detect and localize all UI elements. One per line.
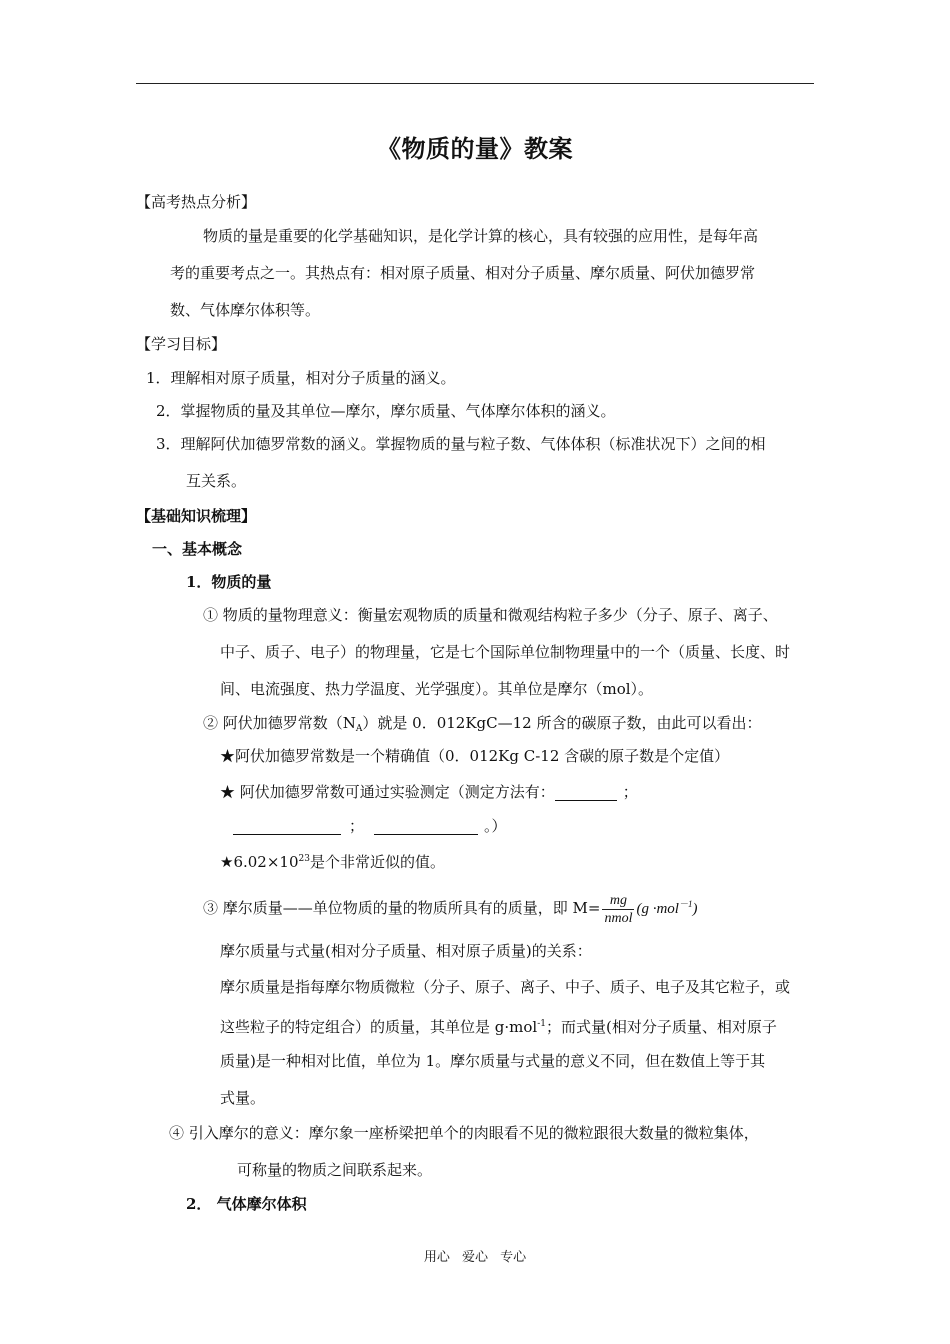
text-run: ；而式量(相对分子质量、相对原子 [545, 1018, 777, 1036]
document-title: 《物质的量》教案 [377, 134, 573, 163]
text-run: ★6.02×10 [220, 853, 299, 871]
molar-mass-fraction [602, 892, 634, 927]
star-line: ★阿伏加德罗常数是一个精确值（0．012Kg C-12 含碳的原子数是个定值） [220, 747, 730, 765]
subscript: A [355, 724, 363, 734]
text-run: 这些粒子的特定组合）的质量，其单位是 g·mol [220, 1018, 538, 1036]
paragraph-line: 间、电流强度、热力学温度、光学强度）。其单位是摩尔（mol）。 [220, 680, 654, 698]
text-run: 是个非常近似的值。 [309, 853, 445, 871]
goal-item: 2．掌握物质的量及其单位—摩尔，摩尔质量、气体摩尔体积的涵义。 [156, 402, 616, 420]
section-heading-goals: 【学习目标】 [136, 335, 227, 353]
unit-text: (g ·mol [636, 901, 679, 917]
goal-item: 互关系。 [186, 472, 247, 490]
paragraph-line [203, 713, 762, 739]
fill-blank [233, 818, 341, 835]
text-run: ② 阿伏加德罗常数（N [203, 714, 356, 732]
fill-blank [374, 818, 478, 835]
paragraph-line: ① 物质的量物理意义：衡量宏观物质的质量和微观结构粒子多少（分子、原子、离子、 [203, 606, 778, 624]
section-heading-basics: 【基础知识梳理】 [136, 507, 257, 525]
paragraph-line: 可称量的物质之间联系起来。 [237, 1161, 433, 1179]
goal-item: 3．理解阿伏加德罗常数的涵义。掌握物质的量与粒子数、气体体积（标准状况下）之间的相 [156, 435, 766, 453]
superscript: －1 [678, 899, 693, 909]
paragraph-line: 考的重要考点之一。其热点有：相对原子质量、相对分子质量、摩尔质量、阿伏加德罗常 [170, 264, 756, 282]
formula-line [203, 884, 697, 929]
paragraph-line: 物质的量是重要的化学基础知识，是化学计算的核心，具有较强的应用性，是每年高 [203, 227, 759, 245]
page-footer: 用心 爱心 专心 [423, 1250, 527, 1265]
paragraph-line: 数、气体摩尔体积等。 [170, 301, 321, 319]
header-rule [136, 83, 814, 84]
subsection-heading: 2． 气体摩尔体积 [186, 1195, 307, 1213]
section-heading-hot: 【高考热点分析】 [136, 193, 257, 211]
superscript: -1 [537, 1019, 546, 1029]
fraction-denominator: nmol [604, 910, 633, 926]
superscript: 23 [298, 854, 310, 864]
fraction-numerator: mg [602, 892, 634, 910]
text-run: ★ 阿伏加德罗常数可通过实验测定（测定方法有： [220, 783, 555, 801]
goal-item: 1．理解相对原子质量，相对分子质量的涵义。 [146, 369, 456, 387]
paragraph-line: 摩尔质量与式量(相对分子质量、相对原子质量)的关系： [220, 942, 592, 960]
fill-blank [555, 784, 617, 801]
paragraph-line: 质量)是一种相对比值，单位为 1。摩尔质量与式量的意义不同，但在数值上等于其 [220, 1052, 766, 1070]
paragraph-line: 中子、质子、电子）的物理量，它是七个国际单位制物理量中的一个（质量、长度、时 [220, 643, 791, 661]
separator: ； [622, 783, 638, 801]
blank-line [233, 816, 507, 836]
paragraph-line: 摩尔质量是指每摩尔物质微粒（分子、原子、离子、中子、质子、电子及其它粒子，或 [220, 978, 791, 996]
star-line [220, 849, 445, 872]
unit-text: ) [692, 901, 698, 917]
subsection-heading: 1．物质的量 [186, 573, 272, 591]
paragraph-line [220, 1014, 777, 1037]
paragraph-line: 式量。 [220, 1089, 266, 1107]
separator: ； [349, 817, 365, 835]
text-run: ）就是 0．012KgC—12 所含的碳原子数，由此可以看出： [362, 714, 762, 732]
paragraph-line: ④ 引入摩尔的意义：摩尔象一座桥梁把单个的肉眼看不见的微粒跟很大数量的微粒集体， [169, 1124, 759, 1142]
star-line [220, 782, 638, 802]
part-heading: 一、基本概念 [152, 540, 243, 558]
separator: 。） [484, 817, 507, 835]
text-run: ③ 摩尔质量——单位物质的量的物质所具有的质量，即 M= [203, 899, 601, 917]
